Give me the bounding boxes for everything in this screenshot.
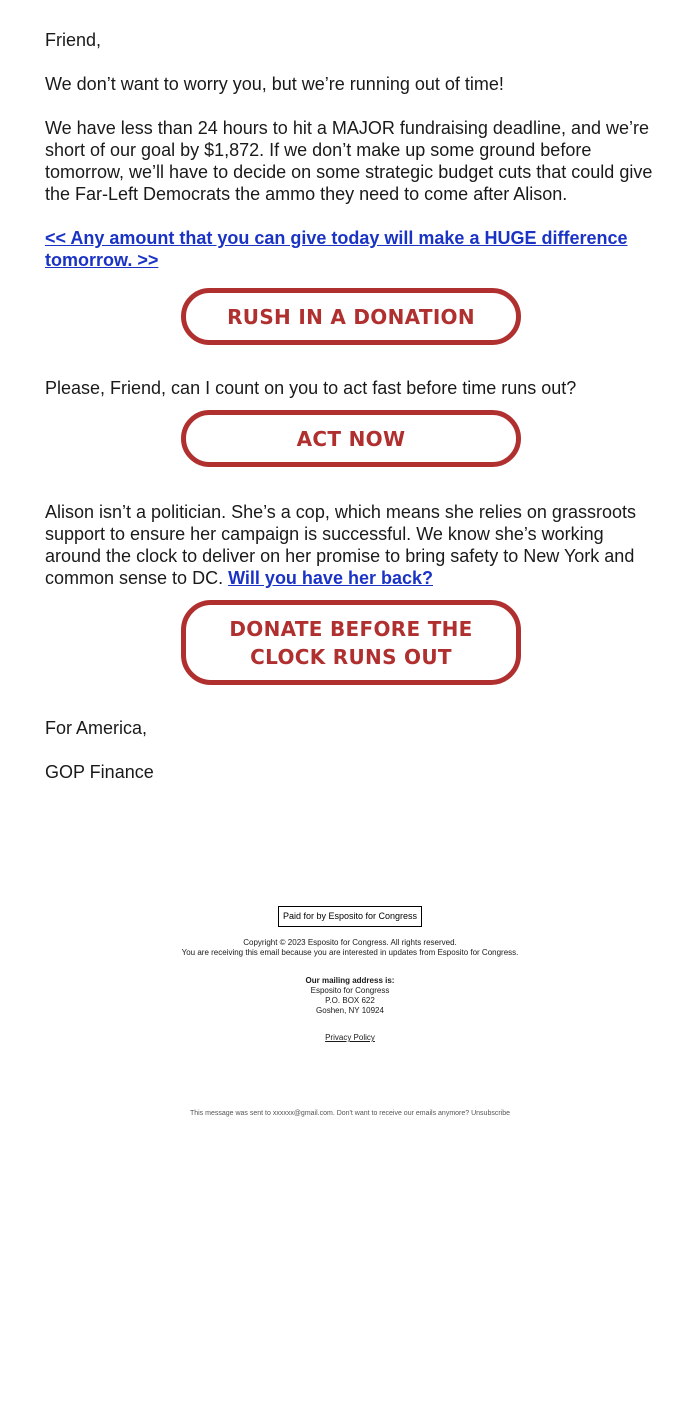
intro-paragraph: We don’t want to worry you, but we’re running out of time! [45,74,504,94]
privacy-policy-wrap [0,1033,700,1043]
rush-donation-button[interactable]: RUSH IN A DONATION [181,288,521,345]
footer [0,906,700,1118]
donate-before-clock-button[interactable]: DONATE BEFORE THE CLOCK RUNS OUT [181,600,521,685]
mailing-address-heading: Our mailing address is: [305,976,395,985]
copyright-text: Copyright © 2023 Esposito for Congress. All rights reserved. [243,938,457,947]
alison-paragraph [45,501,657,589]
deadline-paragraph: We have less than 24 hours to hit a MAJOR fundraising deadline, and we’re short of our goal by $1,872. If we don’t make up some ground before tomorrow, we’ll have to decide on some strategic budget cuts that could give the Far-Left Democrats the ammo they need to come after Alison. [45,118,653,204]
address-city: Goshen, NY 10924 [316,1006,384,1015]
have-her-back-link[interactable]: Will you have her back? [228,568,433,588]
address-name: Esposito for Congress [310,986,390,995]
greeting: Friend, [45,30,102,50]
sent-to-text: This message was sent to xxxxxx@gmail.com. Don't want to receive our emails anymore? Unsubscribe [189,1110,511,1117]
alison-paragraph-text: Alison isn’t a politician. She’s a cop, which means she relies on grassroots support to ensure her campaign is successful. We know she’s working around the clock to deliver on her promise to bring safety to New York and common sense to DC. [45,502,636,588]
act-button-wrap [45,410,657,467]
any-amount-link[interactable]: << Any amount that you can give today will make a HUGE difference tomorrow. >> [45,228,628,270]
signature: GOP Finance [45,762,154,782]
email-body [45,29,657,783]
receiving-text: You are receiving this email because you are interested in updates from Esposito for Congress. [181,948,519,957]
rush-button-wrap [45,288,657,345]
donate-button-wrap [45,600,657,685]
amount-link-paragraph [45,227,657,271]
count-on-you-paragraph: Please, Friend, can I count on you to act fast before time runs out? [45,378,577,398]
privacy-policy-link[interactable]: Privacy Policy [325,1033,375,1042]
signoff: For America, [45,718,148,738]
address-po-box: P.O. BOX 622 [325,996,375,1005]
act-now-button[interactable]: ACT NOW [181,410,521,467]
paid-for-disclaimer: Paid for by Esposito for Congress [278,906,422,927]
